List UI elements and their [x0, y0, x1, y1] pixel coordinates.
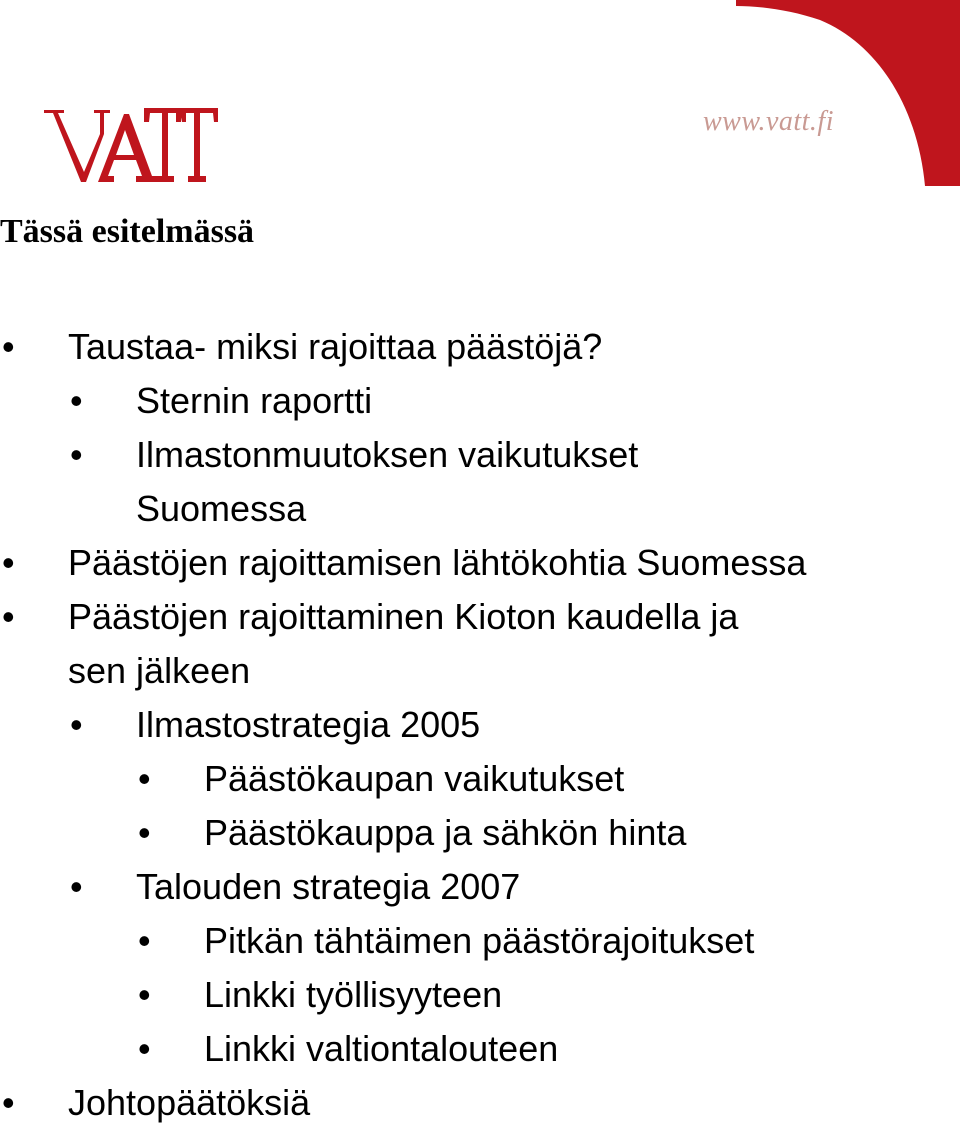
list-item — [0, 968, 960, 1022]
slide-title: Tässä esitelmässä — [0, 213, 255, 250]
list-item-text: Sternin raportti — [136, 380, 373, 421]
bullet-icon: • — [2, 1082, 15, 1123]
list-item-text: Päästökauppa ja sähkön hinta — [204, 812, 687, 853]
site-url[interactable]: www.vatt.fi — [703, 106, 834, 137]
bullet-icon: • — [2, 542, 15, 583]
list-item — [0, 536, 960, 590]
list-item-text: Pitkän tähtäimen päästörajoitukset — [204, 920, 755, 961]
vatt-logo — [40, 100, 220, 190]
list-item — [0, 806, 960, 860]
bullet-icon: • — [138, 758, 151, 799]
list-item-continuation — [0, 482, 960, 536]
list-item-text: Ilmastonmuutoksen vaikutukset — [136, 434, 639, 475]
bullet-icon: • — [70, 704, 83, 745]
list-item-text: Taustaa- miksi rajoittaa päästöjä? — [68, 326, 603, 367]
list-item — [0, 590, 960, 644]
bullet-icon: • — [138, 974, 151, 1015]
bullet-list — [0, 320, 960, 1130]
list-item-text: Suomessa — [136, 488, 307, 529]
list-item-continuation — [0, 644, 960, 698]
bullet-icon: • — [70, 866, 83, 907]
list-item — [0, 752, 960, 806]
list-item — [0, 320, 960, 374]
list-item — [0, 860, 960, 914]
list-item-text: Linkki työllisyyteen — [204, 974, 503, 1015]
list-item — [0, 428, 960, 482]
list-item-text: Päästöjen rajoittamisen lähtökohtia Suomessa — [68, 542, 807, 583]
list-item-text: Päästökaupan vaikutukset — [204, 758, 625, 799]
bullet-icon: • — [138, 1028, 151, 1069]
bullet-icon: • — [2, 326, 15, 367]
list-item-text: Päästöjen rajoittaminen Kioton kaudella ja — [68, 596, 739, 637]
list-item — [0, 1076, 960, 1130]
bullet-icon: • — [138, 920, 151, 961]
list-item — [0, 698, 960, 752]
bullet-icon: • — [70, 380, 83, 421]
list-item — [0, 1022, 960, 1076]
list-item-text: sen jälkeen — [68, 650, 251, 691]
list-item — [0, 914, 960, 968]
list-item-text: Talouden strategia 2007 — [136, 866, 521, 907]
list-item-text: Johtopäätöksiä — [68, 1082, 311, 1123]
bullet-icon: • — [70, 434, 83, 475]
list-item — [0, 374, 960, 428]
list-item-text: Ilmastostrategia 2005 — [136, 704, 481, 745]
bullet-icon: • — [138, 812, 151, 853]
list-item-text: Linkki valtiontalouteen — [204, 1028, 559, 1069]
bullet-icon: • — [2, 596, 15, 637]
